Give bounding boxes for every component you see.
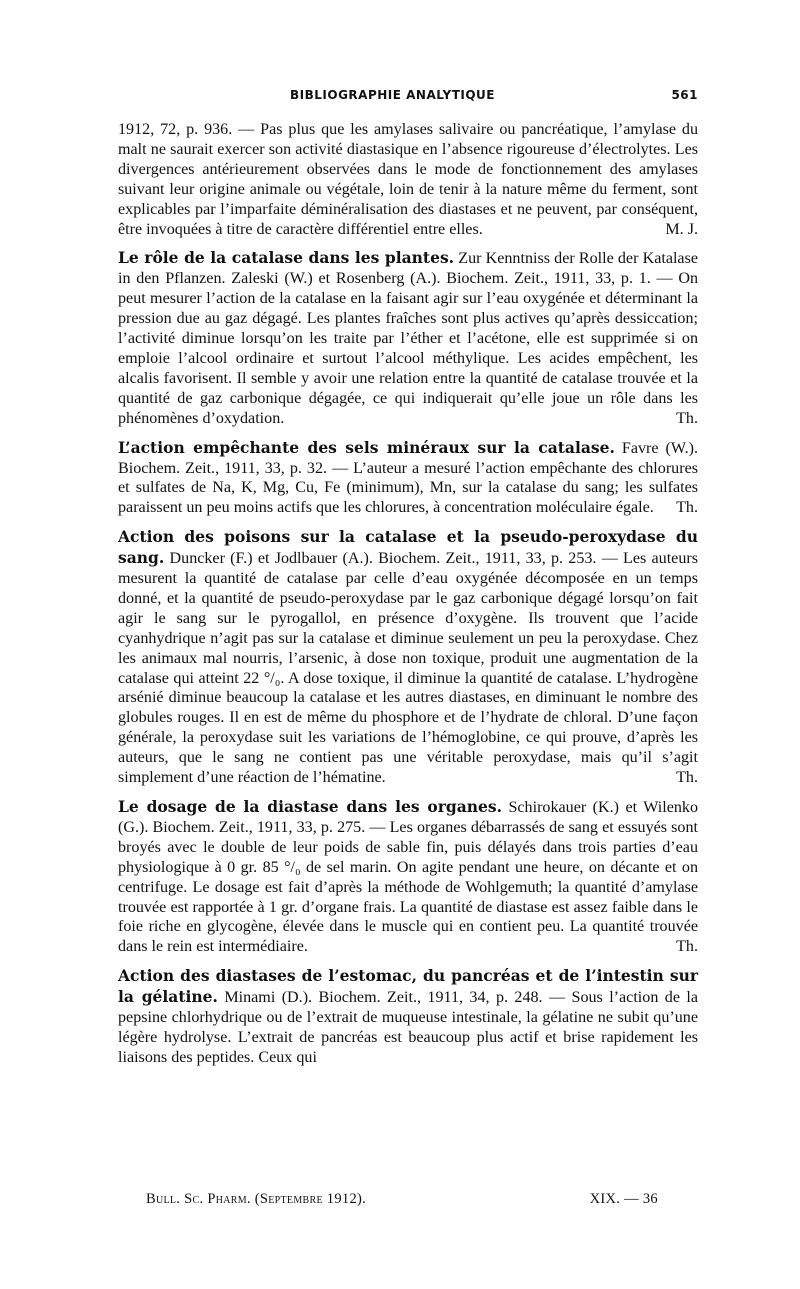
entry-text: Favre (W.). Biochem. Zeit., 1911, 33, p. 32. — L’auteur a mesuré l’action empêchante des chlorures et sulfates de Na, K, Mg, Cu, Fe (minimum), Mn, sur la catalase du sang; les sulfates paraissent un peu moins actifs que les chlorures, à concentration moléculaire égale. [118, 439, 698, 517]
entry-text: 1912, 72, p. 936. — Pas plus que les amylases salivaire ou pancréatique, l’amylase du malt ne saurait exercer son activité diastasique en l’absence rigoureuse d’électrolytes. Les divergences antérieurement observées dans le mode de fonctionnement des amylases suivant leur origine animale ou végétale, loin de tenir à la nature même du ferment, sont explicables par l’imparfaite déminéralisation des diastases et ne peuvent, par conséquent, être invoquées à titre de caractère différentiel entre elles. [118, 121, 698, 238]
entry-text: Zur Kenntniss der Rolle der Katalase in den Pflanzen. Zaleski (W.) et Rosenberg (A.). Biochem. Zeit., 1911, 33, p. 1. — On peut mesurer l’action de la catalase en la faisant agir sur l’eau oxygénée et déterminant la pression due au gaz dégagé. Les plantes fraîches sont plus actives qu’après dessiccation; l’activité diminue lorsqu’on les traite par l’éther et l’acétone, elle est supprimée si on emploie l’alcool ordinaire et surtout l’alcool méthylique. Les acides empêchent, les alcalis favorisent. Il semble y avoir une relation entre la quantité de catalase trouvée et la quantité de gaz carbonique dégagée, ce qui indiquerait qu’elle joue un rôle dans les phénomènes d’oxydation. [118, 250, 698, 427]
abstract-entry [118, 248, 698, 428]
entry-title: L’action empêchante des sels minéraux sur la catalase. [118, 437, 615, 457]
journal-citation: Bull. Sc. Pharm. (Septembre 1912). [146, 1191, 367, 1207]
running-header [118, 88, 698, 106]
entry-signature: Th. [676, 938, 698, 956]
entry-text: Duncker (F.) et Jodlbauer (A.). Biochem. Zeit., 1911, 33, p. 253. — Les auteurs mesurent la quantité de catalase par celle d’eau oxygénée décomposée en un temps donné, et la quantité de pseudo-peroxydase par le gaz carbonique dégagé lorsqu’on fait agir le sang sur le pyrogallol, en présence d’oxygène. Ils trouvent que l’acide cyanhydrique n’agit pas sur la catalase et diminue seulement un peu la peroxydase. Chez les animaux mal nourris, l’arsenic, à dose non toxique, produit une augmentation de la catalase qui atteint 22 °/₀. A dose toxique, il diminue la quantité de catalase. L’hydrogène arsénié diminue beaucoup la catalase et les autres diastases, en diminuant le nombre des globules rouges. Il en est de même du phosphore et de l’hydrate de chloral. D’une façon générale, la peroxydase suit les variations de l’hémoglobine, ce qui prouve, d’après les auteurs, que le sang ne contient pas une véritable peroxydase, mais qu’il s’agit simplement d’une réaction de l’hématine. [118, 550, 698, 787]
entry-title: Action des poisons sur la catalase et la pseudo-peroxydase du sang. [118, 527, 698, 568]
sheet-number: XIX. — 36 [589, 1191, 658, 1207]
entry-title: Action des diastases de l’estomac, du pancréas et de l’intestin sur la gélatine. [118, 966, 698, 1007]
entry-signature: Th. [676, 769, 698, 787]
entry-signature: Th. [676, 499, 698, 517]
abstract-entry [118, 966, 698, 1068]
article-body [118, 119, 698, 1068]
page-number: 561 [671, 88, 698, 102]
abstract-entry [118, 527, 698, 788]
entry-title: Le dosage de la diastase dans les organes. [118, 797, 503, 816]
abstract-entry [118, 438, 698, 519]
abstract-entry [118, 797, 698, 957]
entry-text: Minami (D.). Biochem. Zeit., 1911, 34, p. 248. — Sous l’action de la pepsine chlorhydrique ou de l’extrait de muqueuse intestinale, la gélatine ne subit qu’une légère hydrolyse. L’extrait de pancréas est beaucoup plus actif et brise rapidement les liaisons des peptides. Ceux qui [118, 989, 698, 1066]
page-footer [118, 1191, 698, 1211]
abstract-entry [118, 119, 698, 239]
entry-signature: Th. [676, 409, 698, 427]
entry-text: Schirokauer (K.) et Wilenko (G.). Biochem. Zeit., 1911, 33, p. 275. — Les organes débarrassés de sang et essuyés sont broyés avec le double de leur poids de sable fin, puis délayés dans trois parties d’eau physiologique à 0 gr. 85 °/₀ de sel marin. On agite pendant une heure, on décante et on centrifuge. Le dosage est fait d’après la méthode de Wohlgemuth; la quantité d’amylase trouvée est rapportée à 1 gr. d’organe frais. La quantité de diastase est assez faible dans le foie riche en glycogène, élevée dans le muscle qui en contient peu. La quantité trouvée dans le rein est intermédiaire. [118, 799, 698, 956]
entry-signature: M. J. [665, 220, 698, 238]
entry-title: Le rôle de la catalase dans les plantes. [118, 248, 455, 268]
running-title: BIBLIOGRAPHIE ANALYTIQUE [290, 88, 496, 102]
